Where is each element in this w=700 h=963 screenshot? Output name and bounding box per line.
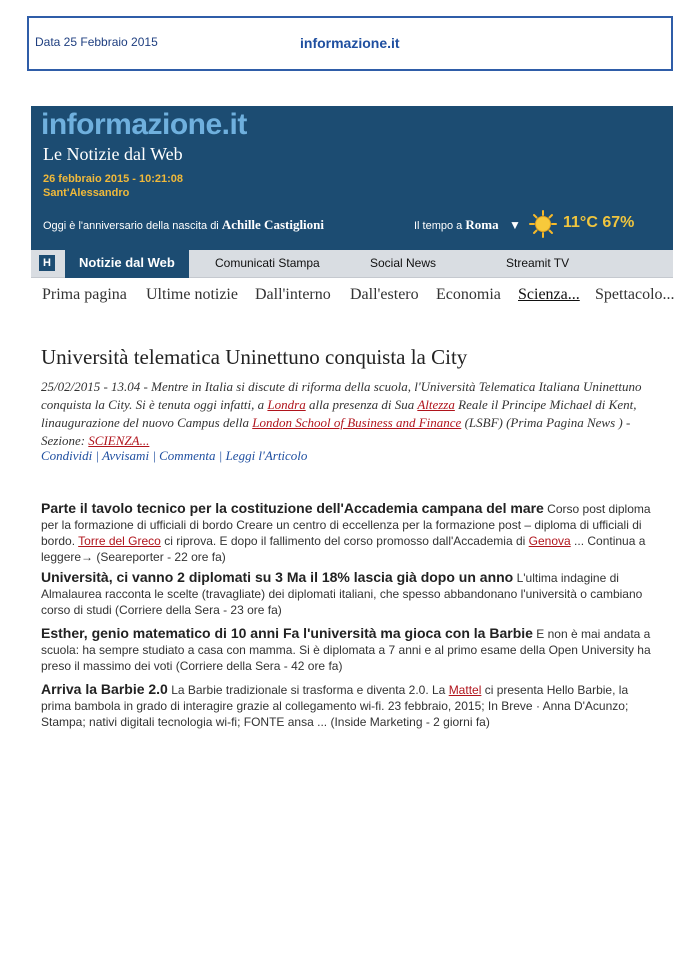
masthead (31, 106, 673, 250)
sun-icon (529, 210, 557, 238)
news-title[interactable]: Esther, genio matematico di 10 anni Fa l'università ma gioca con la Barbie (41, 625, 533, 641)
news-body: Corso post diploma per la formazione di ufficiali di bordo Creare un centro di eccellenza per la formazione post – diploma di ufficiali di bordo. (41, 502, 651, 548)
category-dall-estero[interactable]: Dall'estero (350, 286, 419, 303)
link-london-school[interactable]: London School of Business and Finance (252, 415, 462, 430)
tab-comunicati-stampa[interactable]: Comunicati Stampa (215, 256, 320, 270)
summary-text: Reale il Principe Michael di Kent, linaugurazione del nuovo Campus della (41, 397, 637, 430)
link-londra[interactable]: Londra (267, 397, 306, 412)
category-economia[interactable]: Economia (436, 286, 501, 303)
action-separator: | (149, 448, 160, 463)
article-actions (41, 448, 307, 464)
action-separator: | (92, 448, 103, 463)
news-item (41, 500, 661, 565)
anniversary-name[interactable]: Achille Castiglioni (221, 217, 325, 232)
comment-link[interactable]: Commenta (159, 448, 216, 463)
weather-city[interactable]: Roma (465, 217, 499, 232)
summary-text: alla presenza di Sua (305, 397, 418, 412)
site-tagline: Le Notizie dal Web (43, 144, 183, 164)
link-torre-del-greco[interactable]: Torre del Greco (78, 534, 161, 548)
category-menu (42, 286, 682, 308)
news-body: L'ultima indagine di Almalaurea racconta le scelte (travagliate) dei diplomati italiani, che spesso abbandonano l'università o cambiano corso di studi (Corriere della Sera - 23 ore fa) (41, 571, 643, 617)
weather-prefix: Il tempo a (414, 220, 466, 232)
news-title[interactable]: Università, ci vanno 2 diplomati su 3 Ma il 18% lascia già dopo un anno (41, 569, 514, 585)
news-title[interactable]: Parte il tavolo tecnico per la costituzione dell'Accademia campana del mare (41, 500, 544, 516)
link-genova[interactable]: Genova (528, 534, 571, 548)
category-ultime-notizie[interactable]: Ultime notizie (146, 286, 238, 303)
link-section-scienza[interactable]: SCIENZA... (88, 433, 150, 448)
news-title[interactable]: Arriva la Barbie 2.0 (41, 681, 168, 697)
news-body: ... Continua a leggere→ (Seareporter - 22 ore fa) (41, 534, 646, 564)
temperature-humidity: 11°C 67% (563, 214, 635, 231)
category-dall-interno[interactable]: Dall'interno (255, 286, 331, 303)
weather-label (414, 217, 499, 233)
link-mattel[interactable]: Mattel (448, 683, 482, 697)
section-tabbar (31, 250, 673, 278)
category-scienza[interactable]: Scienza... (518, 286, 580, 303)
summary-text: 25/02/2015 - 13.04 - Mentre in Italia si discute di riforma della scuola, l'Università Telematica Italiana Uninettuno conquista la City. Si è tenuta oggi infatti, a (41, 379, 642, 412)
category-spettacolo[interactable]: Spettacolo... (595, 286, 675, 303)
clipping-source: informazione.it (300, 35, 400, 51)
link-altezza[interactable]: Altezza (417, 397, 455, 412)
news-item (41, 681, 661, 730)
share-link[interactable]: Condividi (41, 448, 93, 463)
news-body: ci presenta Hello Barbie, la prima bambola in grado di interagire grazie al collegamento wi-fi. 23 febbraio, 2015; In Breve · Anna D'Acunzo; Stampa; nativi digitali tecnologia wi-fi; FONTE ansa ... (Inside Marketing - 2 giorni fa) (41, 683, 629, 729)
home-icon[interactable]: H (39, 255, 55, 271)
news-item (41, 569, 661, 618)
clipping-header (27, 16, 673, 71)
tab-notizie-dal-web[interactable]: Notizie dal Web (65, 250, 189, 278)
current-datetime: 26 febbraio 2015 - 10:21:08 (43, 173, 184, 185)
tab-social-news[interactable]: Social News (370, 256, 437, 270)
news-item (41, 625, 661, 674)
category-prima-pagina[interactable]: Prima pagina (42, 286, 127, 303)
city-dropdown-icon[interactable]: ▼ (509, 218, 521, 232)
site-logo[interactable]: informazione.it (41, 108, 247, 141)
anniversary-prefix: Oggi è l'anniversario della nascita di (43, 220, 222, 232)
summary-text: (LSBF) (Prima Pagina News ) - Sezione: (41, 415, 631, 448)
news-body: E non è mai andata a scuola: ha sempre studiato a casa con mamma. Si è diplomata a 7 anni e al primo esame della Open University ha preso il massimo dei voti (Corriere della Sera - 42 ore fa) (41, 627, 651, 673)
news-body: La Barbie tradizionale si trasforma e diventa 2.0. La (167, 683, 449, 697)
tab-streamit-tv[interactable]: Streamit TV (506, 256, 570, 270)
action-separator: | (215, 448, 226, 463)
anniversary-text (43, 217, 324, 233)
news-body: ci riprova. E dopo il fallimento del corso promosso dall'Accademia di (160, 534, 529, 548)
clipping-date: Data 25 Febbraio 2015 (35, 35, 158, 49)
article-title[interactable]: Università telematica Uninettuno conquista la City (41, 345, 468, 369)
saint-of-day: Sant'Alessandro (43, 187, 130, 199)
article-summary (41, 378, 661, 450)
notify-link[interactable]: Avvisami (102, 448, 150, 463)
read-article-link[interactable]: Leggi l'Articolo (225, 448, 308, 463)
